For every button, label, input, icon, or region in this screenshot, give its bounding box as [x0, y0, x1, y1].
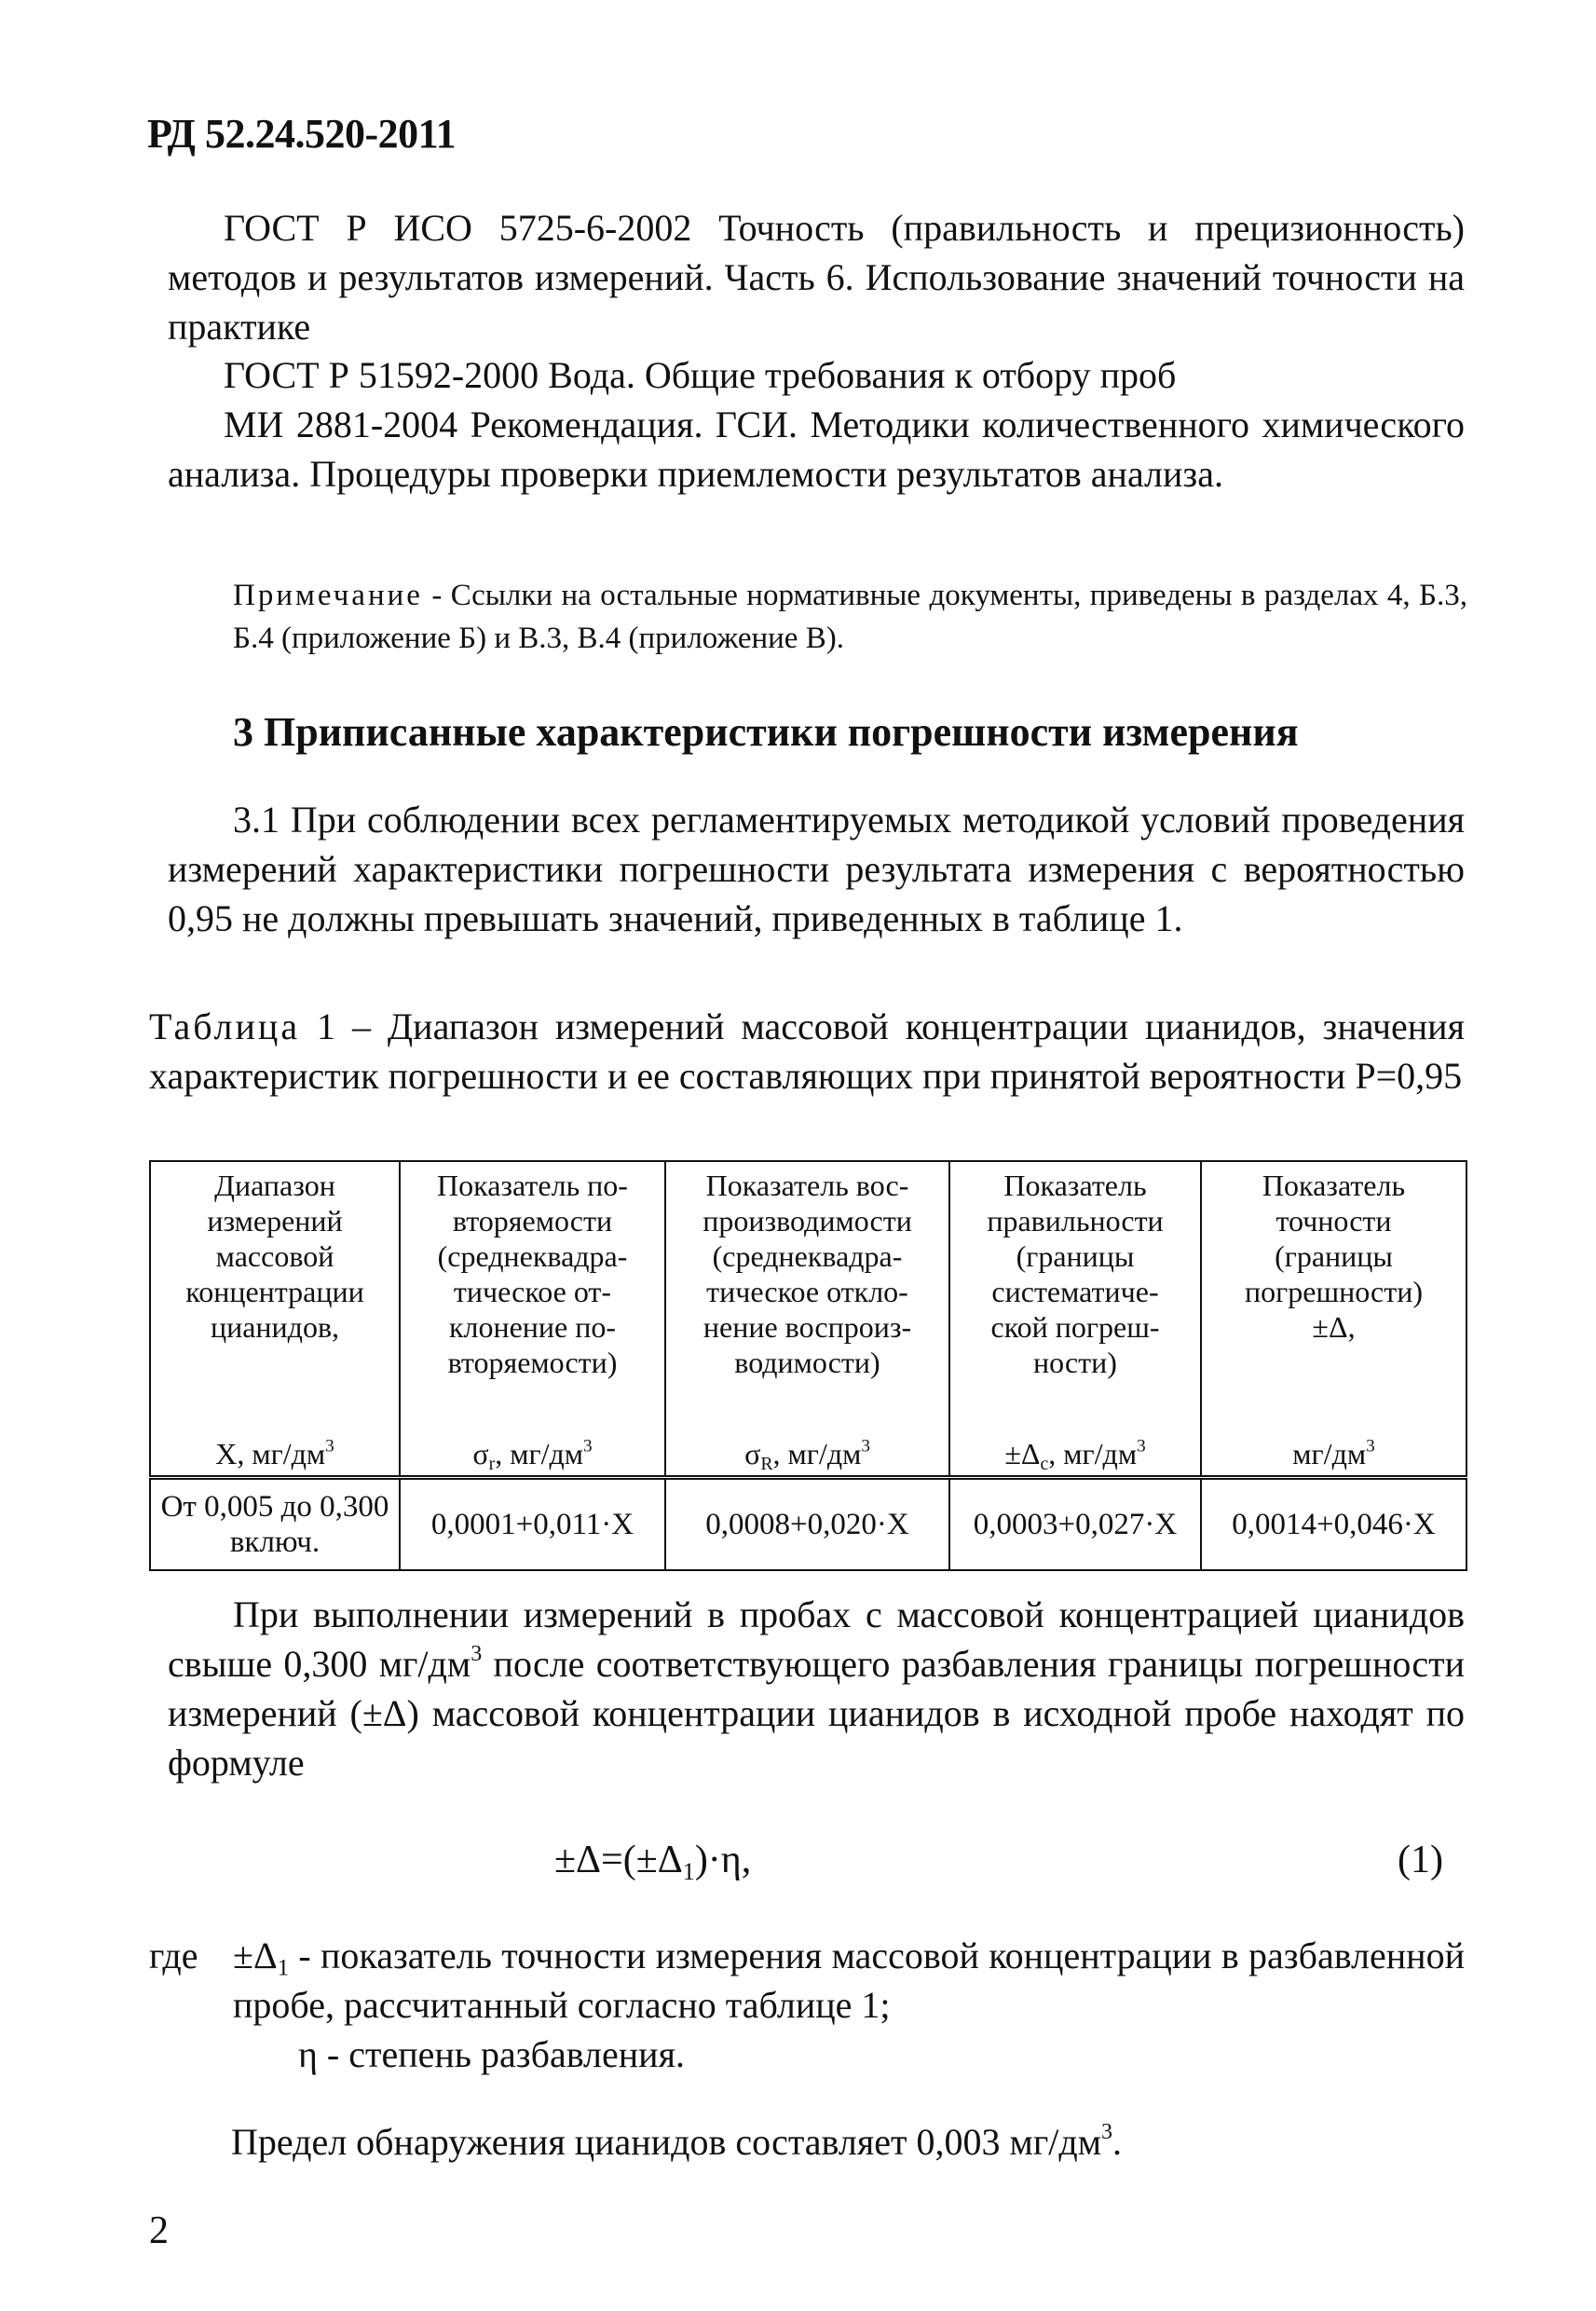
- header-repeatability: [400, 1161, 665, 1478]
- header-line: водимости): [734, 1346, 880, 1379]
- header-accuracy: [1201, 1161, 1466, 1478]
- document-code-header: РД 52.24.520-2011: [147, 111, 457, 157]
- formula-sub: 1: [682, 1857, 695, 1885]
- header-unit: [950, 1436, 1200, 1474]
- unit-sup: 3: [861, 1436, 870, 1456]
- header-line: ской погреш-: [990, 1310, 1160, 1344]
- table-caption-label: Таблица: [149, 1005, 301, 1047]
- header-line: производимости: [703, 1204, 912, 1238]
- header-line: (границы: [1275, 1239, 1393, 1273]
- header-line: ±Δ,: [1312, 1310, 1356, 1344]
- references-note: [233, 574, 1467, 660]
- table-header-row: [150, 1161, 1466, 1478]
- header-line: точности: [1275, 1204, 1392, 1238]
- header-reproducibility: [665, 1161, 949, 1478]
- page-number: 2: [149, 2209, 169, 2252]
- header-line: правильности: [987, 1204, 1164, 1238]
- dilution-paragraph: [168, 1590, 1465, 1787]
- unit-sub: c: [1040, 1453, 1049, 1474]
- cell-reproducibility: 0,0008+0,020·Х: [665, 1478, 949, 1571]
- unit-symbol: σ: [744, 1437, 761, 1470]
- note-label: Примечание: [233, 579, 423, 612]
- header-unit: [151, 1436, 399, 1471]
- dilution-sup: 3: [471, 1642, 483, 1667]
- cell-repeatability: 0,0001+0,011·Х: [400, 1478, 665, 1571]
- detection-limit-text: Предел обнаружения цианидов составляет 0,003 мг/дм: [231, 2121, 1102, 2163]
- header-line: массовой: [215, 1239, 334, 1273]
- detection-limit-sup: 3: [1101, 2120, 1113, 2145]
- cell-accuracy: 0,0014+0,046·Х: [1201, 1478, 1466, 1571]
- error-characteristics-table: [149, 1160, 1467, 1571]
- header-unit: [666, 1436, 948, 1474]
- header-line: Диапазон: [214, 1169, 335, 1202]
- table-caption: [149, 1002, 1465, 1101]
- header-unit: [1202, 1436, 1466, 1471]
- legend-eta: η - степень разбавления.: [298, 2033, 685, 2075]
- formula-rhs: )·η,: [694, 1839, 752, 1881]
- unit-symbol: σ: [472, 1437, 489, 1470]
- unit-text: Х, мг/дм: [215, 1437, 326, 1470]
- header-line: Показатель: [1003, 1169, 1147, 1202]
- legend-delta1: [233, 1931, 1465, 2030]
- header-line: ности): [1033, 1346, 1117, 1379]
- unit-sup: 3: [583, 1436, 593, 1456]
- header-unit: [401, 1436, 664, 1474]
- legend-definition: - показатель точности измерения массовой концентрации в разбавленной пробе, рассчитанный согласно таблице 1;: [233, 1935, 1465, 2026]
- cell-range: От 0,005 до 0,300 включ.: [150, 1478, 400, 1571]
- dilution-text-2: после соответствующего разбавления границы погрешности измерений (±Δ) массовой концентрации цианидов в исходной пробе находят по формуле: [168, 1643, 1465, 1784]
- header-line: тическое откло-: [706, 1275, 908, 1308]
- header-line: клонение по-: [448, 1310, 617, 1344]
- unit-text: мг/дм: [1292, 1437, 1367, 1470]
- header-trueness: [949, 1161, 1201, 1478]
- header-line: систематиче-: [991, 1275, 1159, 1308]
- header-line: измерений: [207, 1204, 343, 1238]
- detection-limit-tail: .: [1112, 2121, 1123, 2163]
- reference-gost-5725-6: ГОСТ Р ИСО 5725-6-2002 Точность (правильность и прецизионность) методов и результатов измерений. Часть 6. Использование значений точности на практике: [168, 207, 1465, 348]
- header-line: нение воспроиз-: [703, 1310, 912, 1344]
- detection-limit: [231, 2120, 1122, 2164]
- unit-text: , мг/дм: [495, 1437, 584, 1470]
- section-title: 3 Приписанные характеристики погрешности измерения: [233, 709, 1299, 755]
- unit-sup: 3: [1137, 1436, 1146, 1456]
- unit-symbol: ±Δ: [1004, 1437, 1041, 1470]
- formula-lhs: ±Δ=(±Δ: [554, 1839, 683, 1881]
- reference-gost-51592: ГОСТ Р 51592-2000 Вода. Общие требования к отбору проб: [224, 354, 1177, 396]
- legend-symbol-sub: 1: [277, 1955, 290, 1981]
- header-line: концентрации: [185, 1275, 364, 1308]
- header-line: (границы: [1016, 1239, 1135, 1273]
- dilution-text-1: При выполнении измерений в пробах с массовой концентрацией цианидов свыше 0,300 мг/дм: [168, 1593, 1465, 1685]
- header-line: погрешности): [1245, 1275, 1423, 1308]
- header-line: вторяемости: [452, 1204, 613, 1238]
- header-line: (среднеквадра-: [712, 1239, 903, 1273]
- header-range: [150, 1161, 400, 1478]
- unit-text: , мг/дм: [772, 1437, 862, 1470]
- where-word: где: [149, 1935, 198, 1976]
- paragraph-3-1: 3.1 При соблюдении всех регламентируемых методикой условий проведения измерений характеристики погрешности результата измерения с вероятностью 0,95 не должны превышать значений, приведенных в таблице 1.: [168, 799, 1465, 939]
- header-line: тическое от-: [453, 1275, 612, 1308]
- table-row: [150, 1478, 1466, 1571]
- header-line: Показатель вос-: [705, 1169, 909, 1202]
- note-text: - Ссылки на остальные нормативные документы, приведены в разделах 4, Б.3, Б.4 (приложение Б) и В.3, В.4 (приложение В).: [233, 579, 1467, 655]
- header-line: (среднеквадра-: [437, 1239, 628, 1273]
- formula-1: [554, 1838, 752, 1885]
- unit-sup: 3: [1366, 1436, 1375, 1456]
- formula-number: (1): [1398, 1839, 1443, 1881]
- unit-sub: r: [488, 1453, 496, 1474]
- header-line: цианидов,: [210, 1310, 340, 1344]
- header-line: Показатель: [1262, 1169, 1406, 1202]
- legend-symbol: ±Δ: [233, 1935, 278, 1976]
- reference-mi-2881: МИ 2881-2004 Рекомендация. ГСИ. Методики количественного химического анализа. Процедуры проверки приемлемости результатов анализа.: [168, 403, 1465, 495]
- header-line: Показатель по-: [437, 1169, 628, 1202]
- unit-text: , мг/дм: [1048, 1437, 1138, 1470]
- table-caption-text: 1 – Диапазон измерений массовой концентрации цианидов, значения характеристик погрешности и ее составляющих при принятой вероятности Р=0,95: [149, 1005, 1465, 1097]
- cell-trueness: 0,0003+0,027·Х: [949, 1478, 1201, 1571]
- header-line: вторяемости): [447, 1346, 618, 1379]
- unit-sup: 3: [325, 1436, 334, 1456]
- unit-sub: R: [760, 1453, 773, 1474]
